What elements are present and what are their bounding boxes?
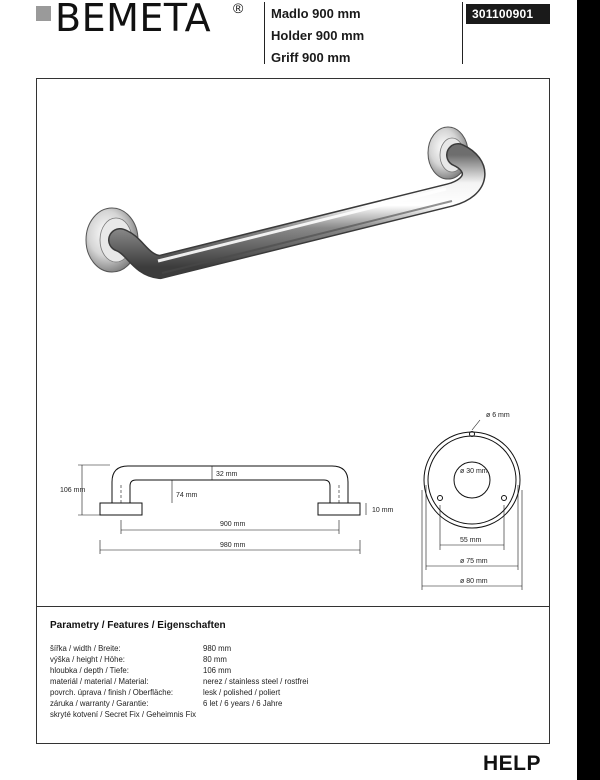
title-en: Holder 900 mm (271, 28, 365, 43)
spec-label: výška / height / Höhe: (50, 655, 125, 664)
spec-value: 6 let / 6 years / 6 Jahre (203, 699, 283, 708)
right-edge-bar (577, 0, 600, 780)
dim-center-hole: ø 30 mm (460, 468, 488, 475)
registered-mark: ® (233, 0, 244, 16)
brand-logo: BEMETA (55, 0, 212, 40)
spec-label: šířka / width / Breite: (50, 644, 121, 653)
spec-value: 80 mm (203, 655, 227, 664)
dim-hole-spacing: 55 mm (460, 537, 482, 544)
header-divider-left (264, 2, 265, 64)
dim-total-width: 980 mm (220, 542, 246, 549)
dim-center-distance: 900 mm (220, 521, 246, 528)
specs-heading: Parametry / Features / Eigenschaften (50, 620, 226, 631)
spec-label: materiál / material / Material: (50, 677, 149, 686)
spec-value: lesk / polished / poliert (203, 688, 281, 697)
title-de: Griff 900 mm (271, 50, 351, 65)
product-image (80, 115, 520, 315)
spec-label: záruka / warranty / Garantie: (50, 699, 149, 708)
dim-plate-outer: ø 80 mm (460, 578, 488, 585)
dim-height: 106 mm (60, 487, 86, 494)
spec-label: skryté kotvení / Secret Fix / Geheimnis Fix (50, 710, 197, 719)
specs-divider (36, 606, 550, 607)
dim-tube-diameter: 32 mm (216, 471, 238, 478)
product-title-block (271, 3, 461, 69)
dim-screw-hole: ø 6 mm (486, 412, 510, 419)
dim-flange-thickness: 10 mm (372, 507, 394, 514)
header-divider-right (462, 2, 463, 64)
product-code: 301100901 (466, 4, 550, 24)
spec-label: hloubka / depth / Tiefe: (50, 666, 129, 675)
title-cz: Madlo 900 mm (271, 6, 361, 21)
logo-mark (36, 6, 51, 21)
spec-value: 980 mm (203, 644, 232, 653)
spec-value: 106 mm (203, 666, 232, 675)
spec-value: nerez / stainless steel / rostfrei (203, 677, 309, 686)
dim-inner-height: 74 mm (176, 492, 198, 499)
spec-label: povrch. úprava / finish / Oberfläche: (50, 688, 174, 697)
technical-drawing (60, 400, 540, 600)
category-label: HELP (483, 752, 542, 775)
dim-plate-inner: ø 75 mm (460, 558, 488, 565)
